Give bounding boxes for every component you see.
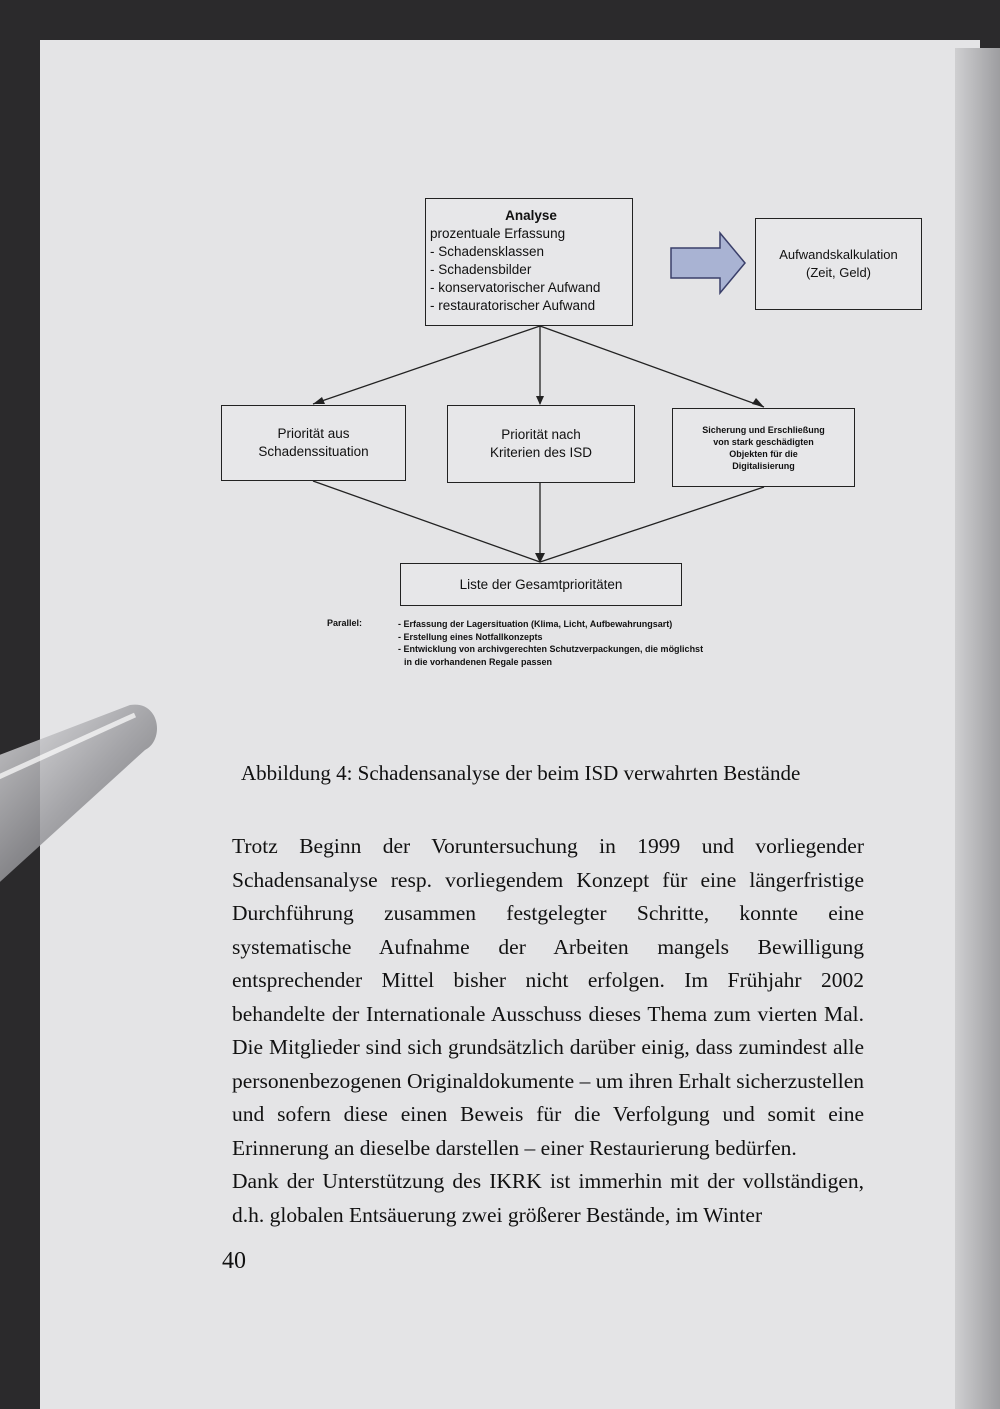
cost-calculation-box bbox=[755, 218, 922, 310]
parallel-item: - Erfassung der Lagersituation (Klima, Licht, Aufbewahrungsart) bbox=[398, 619, 673, 629]
arrowhead-prio2 bbox=[536, 396, 544, 405]
securing-line: Objekten für die bbox=[729, 448, 798, 459]
overall-priorities-label: Liste der Gesamtprioritäten bbox=[459, 577, 623, 592]
analyse-line: - restauratorischer Aufwand bbox=[430, 298, 596, 313]
analyse-line: prozentuale Erfassung bbox=[430, 226, 566, 241]
securing-line: Digitalisierung bbox=[732, 460, 795, 471]
priority-criteria-box bbox=[447, 405, 635, 483]
priority-criteria-line2: Kriterien des ISD bbox=[489, 445, 593, 460]
connector-analyse-prio1 bbox=[313, 326, 540, 404]
glass-weight-icon bbox=[0, 700, 170, 930]
analyse-line: - konservatorischer Aufwand bbox=[430, 280, 601, 295]
arrowhead-sicher bbox=[752, 398, 764, 407]
block-arrow-right-icon bbox=[671, 233, 745, 293]
analyse-title: Analyse bbox=[505, 208, 557, 223]
priority-criteria-line1: Priorität nach bbox=[501, 427, 581, 442]
paragraph: Dank der Unterstützung des IKRK ist immerhin mit der vollständigen, d.h. globalen Entsäuerung zwei größerer Bestände, im Winter bbox=[232, 1169, 864, 1227]
cost-calculation-title: Aufwandskalkulation bbox=[779, 247, 898, 262]
overall-priorities-box bbox=[400, 563, 682, 606]
connector-sicher-liste bbox=[540, 487, 764, 562]
parallel-item: - Erstellung eines Notfallkonzepts bbox=[398, 631, 543, 642]
priority-damage-box bbox=[221, 405, 406, 481]
connector-analyse-sicher bbox=[540, 326, 764, 407]
priority-damage-line2: Schadenssituation bbox=[258, 444, 369, 459]
securing-box bbox=[672, 408, 855, 487]
page-number: 40 bbox=[222, 1248, 246, 1274]
figure-caption: Abbildung 4: Schadensanalyse der beim ISD verwahrten Bestände bbox=[241, 761, 801, 785]
analyse-line: - Schadensklassen bbox=[430, 244, 545, 259]
securing-line: von stark geschädigten bbox=[713, 436, 814, 447]
parallel-list bbox=[398, 618, 838, 668]
arrowhead-prio1 bbox=[313, 397, 325, 404]
cost-calculation-subtitle: (Zeit, Geld) bbox=[805, 265, 871, 280]
securing-line: Sicherung und Erschließung bbox=[702, 424, 825, 435]
paragraph: Trotz Beginn der Voruntersuchung in 1999 und vorliegender Schadensanalyse resp. vorliegendem Konzept für eine längerfristige Durchführung zusammen festgelegter Schritte, konnte eine systematische Aufnahme der Arbeiten mangels Bewilligung entsprechender Mittel bisher nicht erfolgen. Im Frühjahr 2002 behandelte der Internationale Ausschuss dieses Thema zum vierten Mal. Die Mitglieder sind sich grundsätzlich darüber einig, dass zumindest alle personenbezogenen Originaldokumente – um ihren Erhalt sicherzustellen und sofern diese einen Beweis für die Verfolgung und somit eine Erinnerung an dieselbe darstellen – einer Restaurierung bedürfen. bbox=[232, 834, 864, 1160]
parallel-item: - Entwicklung von archivgerechten Schutzverpackungen, die möglichst bbox=[398, 644, 704, 654]
analyse-line: - Schadensbilder bbox=[430, 262, 532, 277]
parallel-item: in die vorhandenen Regale passen bbox=[404, 656, 553, 667]
body-text bbox=[232, 830, 864, 1232]
parallel-label: Parallel: bbox=[327, 618, 363, 628]
priority-damage-line1: Priorität aus bbox=[277, 426, 350, 441]
connector-prio1-liste bbox=[313, 481, 540, 562]
analyse-box bbox=[425, 198, 633, 326]
